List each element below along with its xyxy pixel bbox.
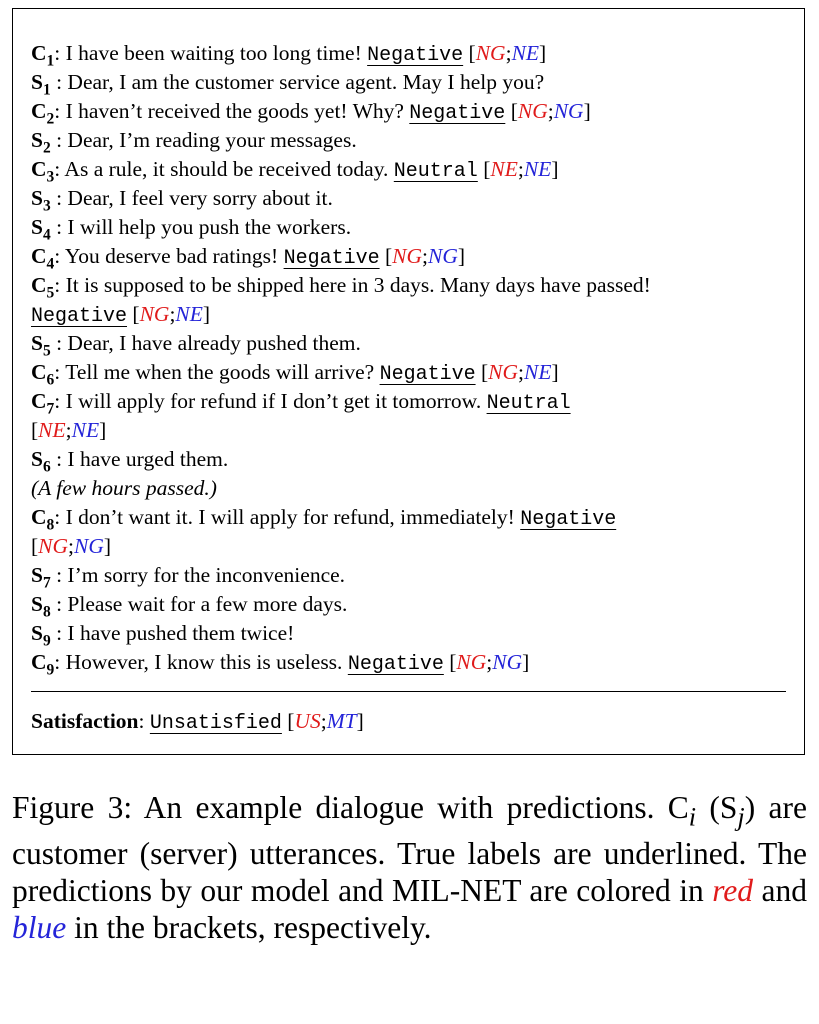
utterance-c3: $C_3$: As a rule, it should be received today. Neutral [NE;NE] [31, 157, 559, 186]
caption-blue-word: blue [12, 910, 67, 946]
pred-milnet: NE [71, 418, 100, 442]
utterance-s9: $S_9$ : I have pushed them twice! [31, 621, 295, 650]
true-label: Negative [379, 363, 476, 386]
pred-milnet: NE [175, 302, 203, 326]
utterance-s1: $S_1$ : Dear, I am the customer service agent. May I help you? [31, 70, 545, 99]
satisfaction-line: Satisfaction: Unsatisfied [US;MT] [31, 709, 364, 735]
utterance-c8-preds: [NG;NG] [31, 534, 112, 558]
true-label: Unsatisfied [149, 712, 282, 735]
caption-red-word: red [712, 873, 754, 909]
pred-milnet: NE [523, 360, 552, 384]
time-note: (A few hours passed.) [31, 476, 217, 500]
pred-milnet: NG [428, 244, 458, 268]
utterance-c7: $C_7$: I will apply for refund if I don’t get it tomorrow. Neutral [31, 389, 571, 418]
pred-ours: NG [392, 244, 423, 268]
utterance-c2: $C_2$: I haven’t received the goods yet! Why? Negative [NG;NG] [31, 99, 591, 128]
utterance-s7: $S_7$ : I’m sorry for the inconvenience. [31, 563, 346, 592]
pred-ours: NG [456, 650, 487, 674]
true-label: Neutral [393, 160, 478, 183]
satisfaction-heading: Satisfaction [31, 709, 139, 733]
pred-milnet: NG [553, 99, 584, 123]
utterance-c1: $C_1$: I have been waiting too long time! Negative [NG;NE] [31, 41, 547, 70]
utterance-s6: $S_6$ : I have urged them. [31, 447, 229, 476]
pred-milnet: NE [523, 157, 552, 181]
pred-ours: NG [139, 302, 170, 326]
true-label: Negative [31, 305, 128, 328]
pred-milnet: NE [511, 41, 540, 65]
figure-caption: Figure 3: An example dialogue with predictions. $C_i$ $(S_j)$ are customer (server) utterances. True labels are underlined. The predictions by our model and MIL-NET are colored in red and blue in the brackets, respectively. [12, 790, 807, 946]
true-label: Negative [367, 44, 464, 67]
pred-ours: US [294, 709, 321, 733]
utterance-c7-preds: [NE;NE] [31, 418, 107, 442]
true-label: Negative [347, 653, 444, 676]
utterance-c5: $C_5$: It is supposed to be shipped here in 3 days. Many days have passed! [31, 273, 651, 302]
utterance-c6: $C_6$: Tell me when the goods will arrive? Negative [NG;NE] [31, 360, 559, 389]
utterance-c5-labels: Negative [NG;NE] [31, 302, 211, 328]
utterance-s5: $S_5$ : Dear, I have already pushed them. [31, 331, 361, 360]
pred-ours: NG [517, 99, 548, 123]
pred-milnet: NG [492, 650, 523, 674]
true-label: Negative [409, 102, 506, 125]
utterance-s2: $S_2$ : Dear, I’m reading your messages. [31, 128, 357, 157]
utterance-s3: $S_3$ : Dear, I feel very sorry about it. [31, 186, 333, 215]
utterance-s8: $S_8$ : Please wait for a few more days. [31, 592, 348, 621]
divider [31, 691, 786, 692]
dialogue-figure [12, 8, 805, 755]
true-label: Negative [283, 247, 380, 270]
true-label: Neutral [486, 392, 571, 415]
true-label: Negative [520, 508, 617, 531]
pred-milnet: MT [326, 709, 357, 733]
pred-ours: NE [38, 418, 66, 442]
pred-ours: NG [475, 41, 506, 65]
utterance-s4: $S_4$ : I will help you push the workers. [31, 215, 352, 244]
pred-milnet: NG [74, 534, 104, 558]
pred-ours: NE [490, 157, 518, 181]
pred-ours: NG [488, 360, 518, 384]
utterance-c8: $C_8$: I don’t want it. I will apply for refund, immediately! Negative [31, 505, 617, 534]
utterance-c9: $C_9$: However, I know this is useless. Negative [NG;NG] [31, 650, 530, 679]
utterance-c4: $C_4$: You deserve bad ratings! Negative [NG;NG] [31, 244, 466, 273]
pred-ours: NG [38, 534, 69, 558]
